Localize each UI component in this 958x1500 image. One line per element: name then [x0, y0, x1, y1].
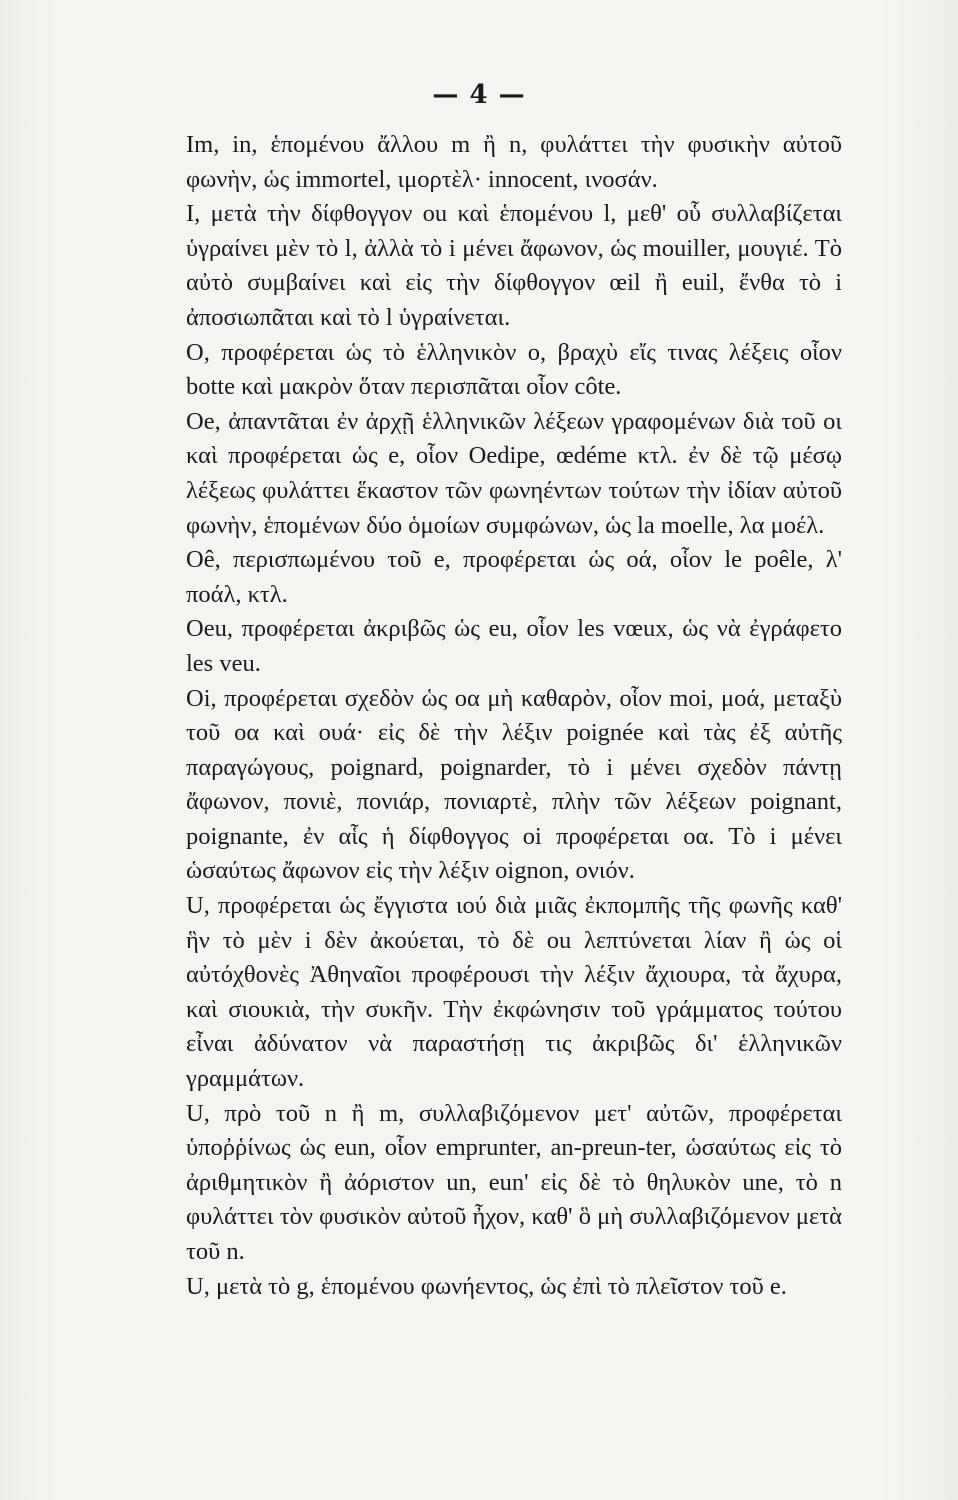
page-number: — 4 — [432, 80, 526, 110]
paragraph-u-nasal: U, πρὸ τοῦ n ἢ m, συλλαβιζόμενον μετ' αὐτῶν, προφέρεται ὑποῤῥίνως ὡς eun, οἷον emprunter, an-preun-ter, ὡσαύτως εἰς τὸ ἀριθμητικὸν ἢ ἀόριστον un, eun' εἰς δὲ τὸ θηλυκὸν une, τὸ n φυλάττει τὸν φυσικὸν αὐτοῦ ἦχον, καθ' ὃ μὴ συλλαβιζόμενον μετὰ τοῦ n. [186, 1099, 842, 1265]
paragraph-u: U, προφέρεται ὡς ἔγγιστα ιού διὰ μιᾶς ἐκπομπῆς τῆς φωνῆς καθ' ἣν τὸ μὲν i δὲν ἀκούεται, τὸ δὲ ou λεπτύνεται λίαν ἢ ὡς οἱ αὐτόχθονὲς Ἀθηναῖοι προφέρουσι τὴν λέξιν ἄχιουρα, τὰ ἄχυρα, καὶ σιουκιὰ, τὴν συκῆν. Τὴν ἐκφώνησιν τοῦ γράμματος τούτου εἶναι ἀδύνατον νὰ παραστήσῃ τις ἀκριβῶς δι' ἑλληνικῶν γραμμάτων. [186, 892, 842, 1093]
text-body [186, 128, 842, 1304]
paragraph-oeu: Oeu, προφέρεται ἀκριβῶς ὡς eu, οἷον les vœux, ὡς νὰ ἐγράφετο les veu. [186, 615, 842, 677]
paragraph-oe-circumflex: Oê, περισπωμένου τοῦ e, προφέρεται ὡς οά, οἷον le poêle, λ' ποάλ, κτλ. [186, 546, 842, 608]
paragraph-oe: Oe, ἀπαντᾶται ἐν ἀρχῇ ἑλληνικῶν λέξεων γραφομένων διὰ τοῦ οι καὶ προφέρεται ὡς e, οἷον Oedipe, œdéme κτλ. ἐν δὲ τῷ μέσῳ λέξεως φυλάττει ἕκαστον τῶν φωνηέντων τούτων τὴν ἰδίαν αὐτοῦ φωνὴν, ἑπομένων δύο ὁμοίων συμφώνων, ὡς la moelle, λα μοέλ. [186, 407, 842, 539]
paragraph-oi: Oi, προφέρεται σχεδὸν ὡς οα μὴ καθαρὸν, οἷον moi, μοά, μεταξὺ τοῦ οα καὶ ουά· εἰς δὲ τὴν λέξιν poignée καὶ τὰς ἐξ αὐτῆς παραγώγους, poignard, poignarder, τὸ i μένει σχεδὸν πάντῃ ἄφωνον, πονιὲ, πονιάρ, πονιαρτὲ, πλὴν τῶν λέξεων poignant, poignante, ἐν αἷς ἡ δίφθογγος oi προφέρεται οα. Τὸ i μένει ὡσαύτως ἄφωνον εἰς τὴν λέξιν oignon, ονιόν. [186, 684, 842, 885]
paragraph-o: Ο, προφέρεται ὡς τὸ ἑλληνικὸν ο, βραχὺ εἴς τινας λέξεις οἷον botte καὶ μακρὸν ὅταν περισπᾶται οἷον côte. [186, 338, 842, 401]
paragraph-im-in: Im, in, ἑπομένου ἄλλου m ἢ n, φυλάττει τὴν φυσικὴν αὐτοῦ φωνὴν, ὡς immortel, ιμορτὲλ· innocent, ινοσάν. [186, 131, 842, 193]
paragraph-i: Ι, μετὰ τὴν δίφθογγον ou καὶ ἑπομένου l, μεθ' οὗ συλλαβίζεται ὑγραίνει μὲν τὸ l, ἀλλὰ τὸ i μένει ἄφωνον, ὡς mouiller, μουγιέ. Τὸ αὐτὸ συμβαίνει καὶ εἰς τὴν δίφθογγον œil ἢ euil, ἔνθα τὸ i ἀποσιωπᾶται καὶ τὸ l ὑγραίνεται. [186, 200, 842, 331]
paragraph-u-after-g: U, μετὰ τὸ g, ἑπομένου φωνήεντος, ὡς ἐπὶ τὸ πλεῖστον τοῦ e. [186, 1272, 787, 1300]
